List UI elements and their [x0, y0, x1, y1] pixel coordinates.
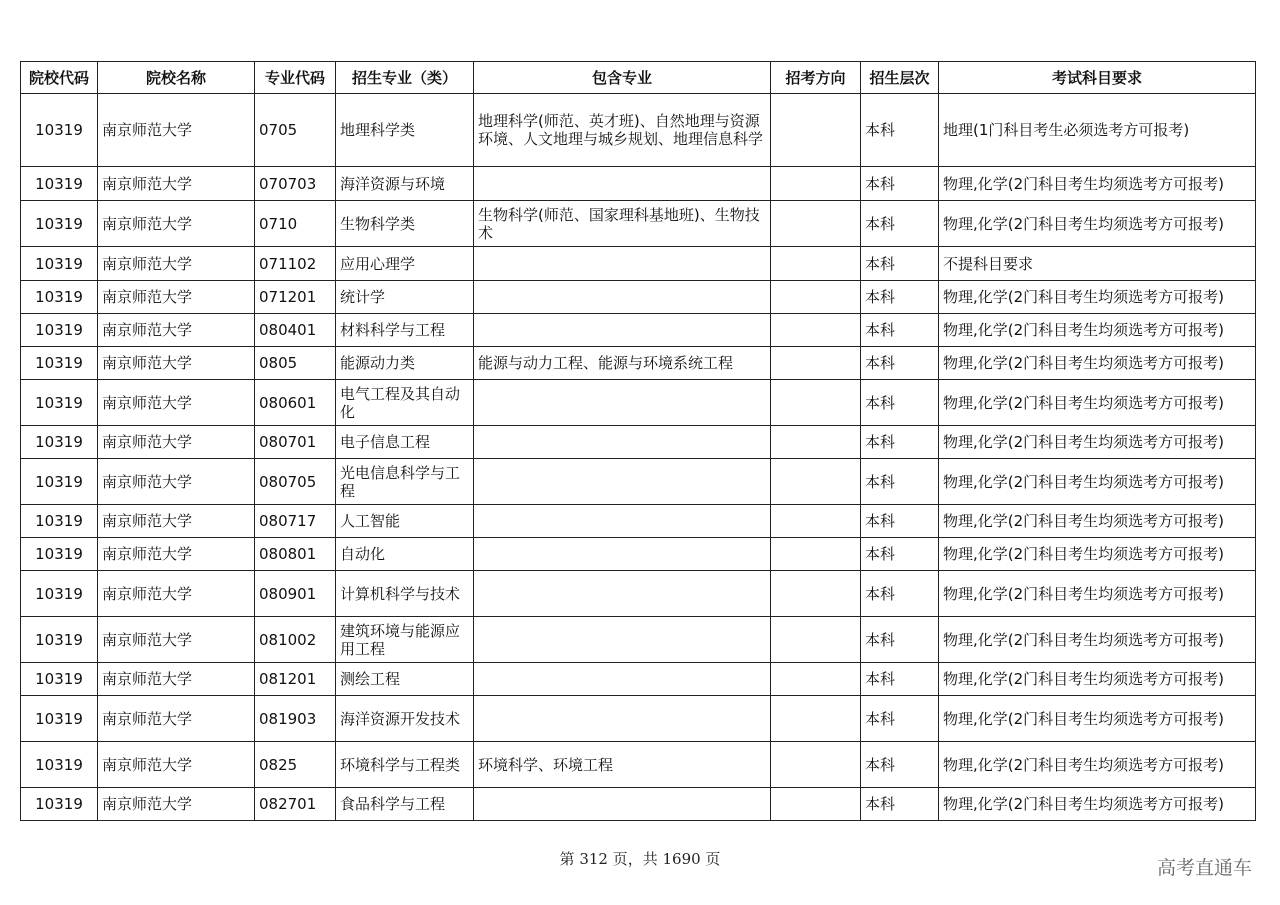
cell-direction — [771, 94, 861, 167]
cell-included-majors: 环境科学、环境工程 — [474, 742, 771, 788]
cell-school-name: 南京师范大学 — [98, 281, 255, 314]
cell-school-code: 10319 — [21, 459, 98, 505]
cell-level: 本科 — [861, 617, 939, 663]
cell-major: 计算机科学与技术 — [336, 571, 474, 617]
cell-major: 能源动力类 — [336, 347, 474, 380]
cell-major: 地理科学类 — [336, 94, 474, 167]
cell-school-code: 10319 — [21, 426, 98, 459]
header-included-majors: 包含专业 — [474, 62, 771, 94]
cell-direction — [771, 380, 861, 426]
cell-school-code: 10319 — [21, 742, 98, 788]
cell-subject-requirements: 物理,化学(2门科目考生均须选考方可报考) — [939, 281, 1256, 314]
cell-major: 统计学 — [336, 281, 474, 314]
cell-direction — [771, 347, 861, 380]
cell-major: 生物科学类 — [336, 201, 474, 247]
cell-included-majors — [474, 696, 771, 742]
cell-direction — [771, 247, 861, 281]
cell-school-code: 10319 — [21, 538, 98, 571]
cell-included-majors — [474, 617, 771, 663]
cell-major-code: 081903 — [255, 696, 336, 742]
cell-direction — [771, 617, 861, 663]
cell-subject-requirements: 物理,化学(2门科目考生均须选考方可报考) — [939, 426, 1256, 459]
cell-subject-requirements: 物理,化学(2门科目考生均须选考方可报考) — [939, 696, 1256, 742]
cell-major-code: 071201 — [255, 281, 336, 314]
cell-level: 本科 — [861, 426, 939, 459]
cell-school-name: 南京师范大学 — [98, 696, 255, 742]
cell-direction — [771, 167, 861, 201]
cell-direction — [771, 459, 861, 505]
cell-subject-requirements: 物理,化学(2门科目考生均须选考方可报考) — [939, 538, 1256, 571]
table-row — [21, 426, 1256, 459]
cell-major-code: 071102 — [255, 247, 336, 281]
cell-included-majors — [474, 314, 771, 347]
cell-school-code: 10319 — [21, 94, 98, 167]
cell-major: 建筑环境与能源应用工程 — [336, 617, 474, 663]
cell-included-majors — [474, 571, 771, 617]
cell-subject-requirements: 物理,化学(2门科目考生均须选考方可报考) — [939, 380, 1256, 426]
cell-included-majors — [474, 788, 771, 821]
cell-subject-requirements: 物理,化学(2门科目考生均须选考方可报考) — [939, 505, 1256, 538]
cell-level: 本科 — [861, 94, 939, 167]
cell-school-code: 10319 — [21, 571, 98, 617]
cell-included-majors — [474, 380, 771, 426]
table-row — [21, 742, 1256, 788]
cell-direction — [771, 314, 861, 347]
table-row — [21, 663, 1256, 696]
cell-level: 本科 — [861, 380, 939, 426]
cell-included-majors: 地理科学(师范、英才班)、自然地理与资源环境、人文地理与城乡规划、地理信息科学 — [474, 94, 771, 167]
cell-subject-requirements: 物理,化学(2门科目考生均须选考方可报考) — [939, 347, 1256, 380]
cell-included-majors — [474, 538, 771, 571]
cell-school-name: 南京师范大学 — [98, 167, 255, 201]
table-row — [21, 247, 1256, 281]
cell-direction — [771, 426, 861, 459]
cell-included-majors — [474, 505, 771, 538]
cell-major-code: 082701 — [255, 788, 336, 821]
cell-major: 人工智能 — [336, 505, 474, 538]
cell-direction — [771, 505, 861, 538]
cell-school-name: 南京师范大学 — [98, 617, 255, 663]
cell-major: 测绘工程 — [336, 663, 474, 696]
cell-level: 本科 — [861, 459, 939, 505]
table-row — [21, 617, 1256, 663]
cell-school-code: 10319 — [21, 696, 98, 742]
cell-school-code: 10319 — [21, 380, 98, 426]
cell-direction — [771, 742, 861, 788]
cell-included-majors — [474, 281, 771, 314]
cell-level: 本科 — [861, 201, 939, 247]
cell-major-code: 080717 — [255, 505, 336, 538]
cell-major-code: 0705 — [255, 94, 336, 167]
cell-school-name: 南京师范大学 — [98, 314, 255, 347]
cell-school-code: 10319 — [21, 167, 98, 201]
cell-major-code: 080801 — [255, 538, 336, 571]
cell-school-name: 南京师范大学 — [98, 380, 255, 426]
cell-direction — [771, 663, 861, 696]
cell-major-code: 0825 — [255, 742, 336, 788]
cell-included-majors: 能源与动力工程、能源与环境系统工程 — [474, 347, 771, 380]
cell-major-code: 070703 — [255, 167, 336, 201]
cell-direction — [771, 281, 861, 314]
cell-level: 本科 — [861, 663, 939, 696]
cell-major: 海洋资源与环境 — [336, 167, 474, 201]
cell-subject-requirements: 不提科目要求 — [939, 247, 1256, 281]
header-subject-requirements: 考试科目要求 — [939, 62, 1256, 94]
cell-major-code: 0805 — [255, 347, 336, 380]
cell-major: 环境科学与工程类 — [336, 742, 474, 788]
cell-included-majors — [474, 663, 771, 696]
cell-major-code: 080601 — [255, 380, 336, 426]
cell-major-code: 0710 — [255, 201, 336, 247]
cell-school-name: 南京师范大学 — [98, 538, 255, 571]
header-school-name: 院校名称 — [98, 62, 255, 94]
cell-major: 自动化 — [336, 538, 474, 571]
cell-included-majors — [474, 426, 771, 459]
cell-major: 食品科学与工程 — [336, 788, 474, 821]
table-row — [21, 201, 1256, 247]
cell-major-code: 080901 — [255, 571, 336, 617]
cell-school-code: 10319 — [21, 247, 98, 281]
cell-subject-requirements: 物理,化学(2门科目考生均须选考方可报考) — [939, 314, 1256, 347]
cell-subject-requirements: 物理,化学(2门科目考生均须选考方可报考) — [939, 571, 1256, 617]
cell-level: 本科 — [861, 281, 939, 314]
cell-level: 本科 — [861, 742, 939, 788]
cell-school-code: 10319 — [21, 347, 98, 380]
header-school-code: 院校代码 — [21, 62, 98, 94]
cell-major-code: 081002 — [255, 617, 336, 663]
cell-subject-requirements: 地理(1门科目考生必须选考方可报考) — [939, 94, 1256, 167]
cell-level: 本科 — [861, 538, 939, 571]
cell-major: 电子信息工程 — [336, 426, 474, 459]
table-row — [21, 94, 1256, 167]
cell-school-code: 10319 — [21, 281, 98, 314]
cell-direction — [771, 538, 861, 571]
table-row — [21, 505, 1256, 538]
header-major: 招生专业（类） — [336, 62, 474, 94]
cell-direction — [771, 696, 861, 742]
cell-included-majors — [474, 167, 771, 201]
cell-school-name: 南京师范大学 — [98, 505, 255, 538]
page-number: 第 312 页，共 1690 页 — [559, 850, 721, 868]
cell-included-majors — [474, 247, 771, 281]
header-major-code: 专业代码 — [255, 62, 336, 94]
cell-major-code: 080701 — [255, 426, 336, 459]
cell-level: 本科 — [861, 167, 939, 201]
cell-subject-requirements: 物理,化学(2门科目考生均须选考方可报考) — [939, 663, 1256, 696]
cell-school-code: 10319 — [21, 314, 98, 347]
cell-level: 本科 — [861, 696, 939, 742]
header-level: 招生层次 — [861, 62, 939, 94]
cell-school-code: 10319 — [21, 617, 98, 663]
table-row — [21, 696, 1256, 742]
header-direction: 招考方向 — [771, 62, 861, 94]
table-row — [21, 571, 1256, 617]
cell-level: 本科 — [861, 347, 939, 380]
cell-school-name: 南京师范大学 — [98, 571, 255, 617]
cell-major: 电气工程及其自动化 — [336, 380, 474, 426]
cell-included-majors — [474, 459, 771, 505]
cell-direction — [771, 201, 861, 247]
cell-subject-requirements: 物理,化学(2门科目考生均须选考方可报考) — [939, 742, 1256, 788]
cell-school-name: 南京师范大学 — [98, 201, 255, 247]
cell-level: 本科 — [861, 571, 939, 617]
table-row — [21, 314, 1256, 347]
table-row — [21, 459, 1256, 505]
table-row — [21, 281, 1256, 314]
cell-major-code: 080401 — [255, 314, 336, 347]
cell-direction — [771, 571, 861, 617]
cell-school-name: 南京师范大学 — [98, 347, 255, 380]
cell-direction — [771, 788, 861, 821]
cell-school-code: 10319 — [21, 788, 98, 821]
watermark-text: 高考直通车 — [1156, 857, 1252, 879]
cell-school-name: 南京师范大学 — [98, 788, 255, 821]
cell-major-code: 081201 — [255, 663, 336, 696]
cell-level: 本科 — [861, 247, 939, 281]
cell-level: 本科 — [861, 314, 939, 347]
table-row — [21, 380, 1256, 426]
cell-major: 海洋资源开发技术 — [336, 696, 474, 742]
cell-major-code: 080705 — [255, 459, 336, 505]
cell-school-code: 10319 — [21, 201, 98, 247]
cell-school-code: 10319 — [21, 505, 98, 538]
cell-subject-requirements: 物理,化学(2门科目考生均须选考方可报考) — [939, 788, 1256, 821]
cell-subject-requirements: 物理,化学(2门科目考生均须选考方可报考) — [939, 201, 1256, 247]
table-row — [21, 347, 1256, 380]
cell-level: 本科 — [861, 788, 939, 821]
cell-subject-requirements: 物理,化学(2门科目考生均须选考方可报考) — [939, 617, 1256, 663]
cell-level: 本科 — [861, 505, 939, 538]
cell-major: 光电信息科学与工程 — [336, 459, 474, 505]
cell-school-name: 南京师范大学 — [98, 459, 255, 505]
table-header-row — [21, 62, 1256, 94]
table-body — [21, 94, 1256, 821]
table-row — [21, 167, 1256, 201]
cell-school-name: 南京师范大学 — [98, 94, 255, 167]
admission-table — [20, 61, 1256, 821]
cell-school-code: 10319 — [21, 663, 98, 696]
cell-subject-requirements: 物理,化学(2门科目考生均须选考方可报考) — [939, 167, 1256, 201]
table-row — [21, 788, 1256, 821]
cell-subject-requirements: 物理,化学(2门科目考生均须选考方可报考) — [939, 459, 1256, 505]
cell-major: 应用心理学 — [336, 247, 474, 281]
cell-included-majors: 生物科学(师范、国家理科基地班)、生物技术 — [474, 201, 771, 247]
cell-school-name: 南京师范大学 — [98, 663, 255, 696]
cell-school-name: 南京师范大学 — [98, 426, 255, 459]
cell-major: 材料科学与工程 — [336, 314, 474, 347]
table-row — [21, 538, 1256, 571]
cell-school-name: 南京师范大学 — [98, 247, 255, 281]
cell-school-name: 南京师范大学 — [98, 742, 255, 788]
